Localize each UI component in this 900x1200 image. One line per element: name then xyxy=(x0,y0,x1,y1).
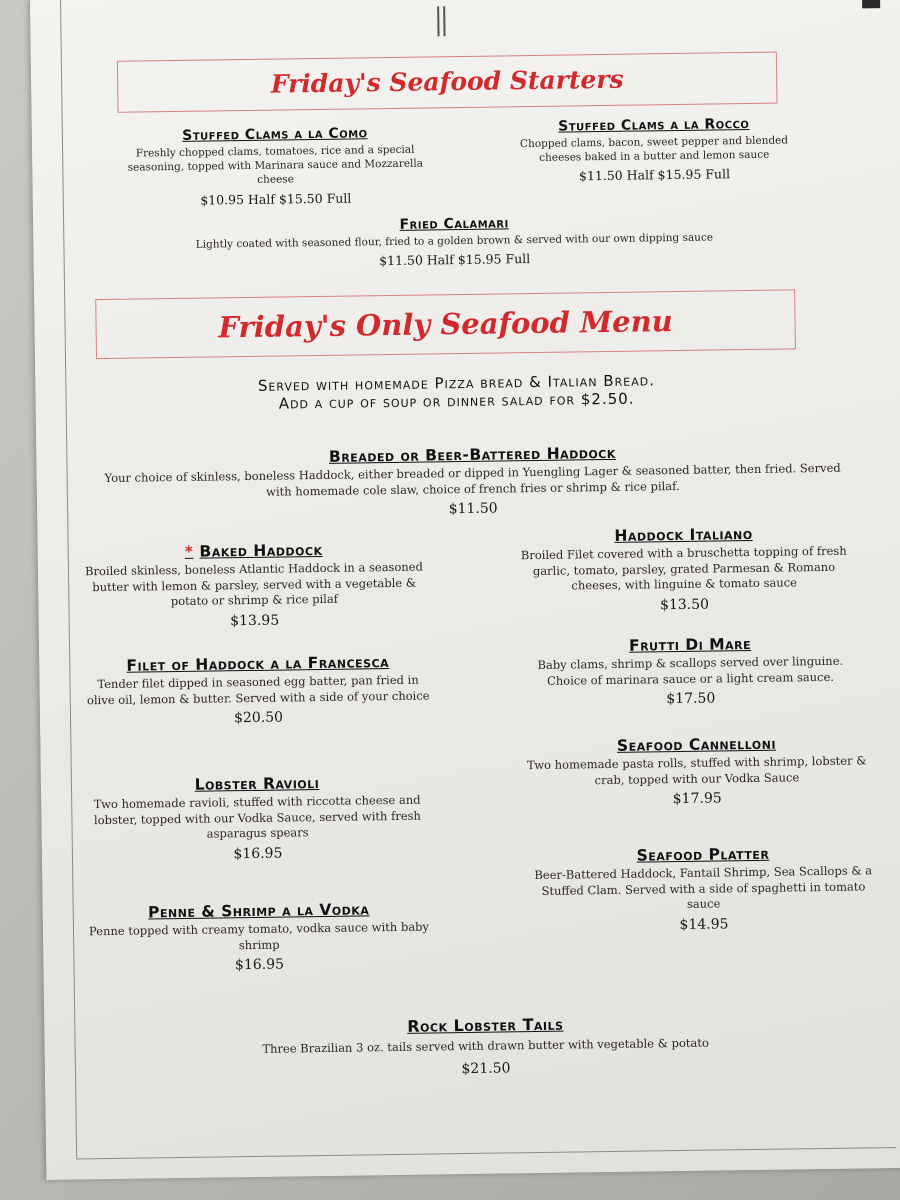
item-price: $13.50 xyxy=(659,596,710,613)
item-title: Frutti Di Mare xyxy=(628,634,752,655)
item-price: $10.95 Half $15.50 Full xyxy=(200,190,352,208)
corner-mark xyxy=(862,0,880,8)
served-line-2: Add a cup of soup or dinner salad for $2.50. xyxy=(278,389,635,413)
seafood-menu-banner-text: Friday's Only Seafood Menu xyxy=(218,304,673,345)
item-title: Stuffed Clams a la Rocco xyxy=(558,115,750,135)
item-title: Haddock Italiano xyxy=(614,524,753,545)
menu-item-seafood-platter xyxy=(523,843,884,935)
item-price: $17.50 xyxy=(666,690,716,708)
item-description: Beer-Battered Haddock, Fantail Shrimp, Sea Scallops & a Stuffed Clam. Served with a side of spaghetti in tomato sauce xyxy=(534,863,873,911)
item-description: Freshly chopped clams, tomatoes, rice and a special seasoning, topped with Marinara sauce and Mozzarella cheese xyxy=(127,143,424,187)
item-description: Lightly coated with seasoned flour, fried to a golden brown & served with our own dipping sauce xyxy=(195,231,714,251)
menu-item-filet-haddock-francesca xyxy=(85,652,431,728)
starters-banner-text: Friday's Seafood Starters xyxy=(270,64,624,99)
menu-item-lobster-ravioli xyxy=(77,772,438,864)
item-description: Broiled skinless, boneless Atlantic Haddock in a seasoned butter with lemon & parsley, served with a vegetable & potato or shrimp & rice pilaf xyxy=(84,559,423,609)
item-description: Baby clams, shrimp & scallops served over linguine. Choice of marinara sauce or a light cream sauce. xyxy=(537,653,844,688)
menu-item-breaded-haddock xyxy=(87,440,858,522)
menu-page xyxy=(30,0,900,1180)
item-description: Your choice of skinless, boneless Haddock, either breaded or dipped in Yuengling Lager & seasoned batter, then fried. Served with homemade cole slaw, choice of french fries or shrimp & rice pilaf. xyxy=(104,460,841,499)
item-description: Tender filet dipped in seasoned egg batter, pan fried in olive oil, lemon & butter. Served with a side of your choice xyxy=(86,672,430,707)
item-price: $11.50 Half $15.95 Full xyxy=(379,251,531,269)
item-description: Two homemade ravioli, stuffed with riccotta cheese and lobster, topped with our Vodka Sauce, served with fresh asparagus spears xyxy=(93,792,421,841)
menu-item-stuffed-clams-rocco xyxy=(499,115,810,185)
item-description: Penne topped with creamy tomato, vodka sauce with baby shrimp xyxy=(88,919,430,952)
item-price: $17.95 xyxy=(672,790,722,808)
starters-banner xyxy=(117,52,778,113)
menu-page-frame xyxy=(60,0,896,1159)
item-price: $11.50 Half $15.95 Full xyxy=(578,166,731,184)
item-title: Rock Lobster Tails xyxy=(407,1014,564,1036)
item-description: Broiled Filet covered with a bruschetta topping of fresh garlic, tomato, parsley, grated Parmesan & Romano cheeses, with linguine & tomato sauce xyxy=(520,543,847,593)
menu-item-penne-shrimp-vodka xyxy=(74,899,445,975)
item-title: Filet of Haddock a la Francesca xyxy=(126,653,390,675)
item-price: $21.50 xyxy=(461,1059,511,1077)
menu-item-frutti-di-mare xyxy=(520,633,861,709)
asterisk-marker: * xyxy=(184,542,194,561)
fold-mark-left xyxy=(437,6,439,36)
item-price: $16.95 xyxy=(233,845,283,862)
item-description: Two homemade pasta rolls, stuffed with shrimp, lobster & crab, topped with our Vodka Sauce xyxy=(526,753,867,787)
item-price: $11.50 xyxy=(448,500,498,518)
item-price: $14.95 xyxy=(679,915,729,933)
menu-item-fried-calamari xyxy=(144,212,765,272)
fold-mark-right xyxy=(443,6,445,36)
item-description: Chopped clams, bacon, sweet pepper and blended cheeses baked in a butter and lemon sauce xyxy=(519,134,789,165)
item-title: Seafood Platter xyxy=(636,844,770,865)
menu-item-rock-lobster-tails xyxy=(205,1012,766,1080)
seafood-menu-banner xyxy=(95,289,796,359)
menu-item-stuffed-clams-como xyxy=(125,125,426,209)
item-price: $13.95 xyxy=(230,612,280,629)
served-line-1: Served with homemade Pizza bread & Italian Bread. xyxy=(257,371,656,395)
item-title: Penne & Shrimp a la Vodka xyxy=(147,900,370,922)
item-title: Fried Calamari xyxy=(399,215,509,233)
item-price: $20.50 xyxy=(233,709,284,727)
item-price: $16.95 xyxy=(234,956,285,974)
item-description: Three Brazilian 3 oz. tails served with drawn butter with vegetable & potato xyxy=(262,1035,709,1056)
item-title: Stuffed Clams a la Como xyxy=(182,125,368,144)
item-title-row xyxy=(84,540,424,563)
item-title: Seafood Cannelloni xyxy=(616,734,777,755)
item-title: Breaded or Beer-Battered Haddock xyxy=(328,443,616,466)
item-title: Baked Haddock xyxy=(199,540,323,561)
menu-item-seafood-cannelloni xyxy=(516,733,877,809)
served-with-note xyxy=(146,370,766,415)
menu-item-haddock-italiano xyxy=(508,523,859,614)
menu-item-baked-haddock xyxy=(84,540,425,631)
item-title: Lobster Ravioli xyxy=(194,774,320,794)
